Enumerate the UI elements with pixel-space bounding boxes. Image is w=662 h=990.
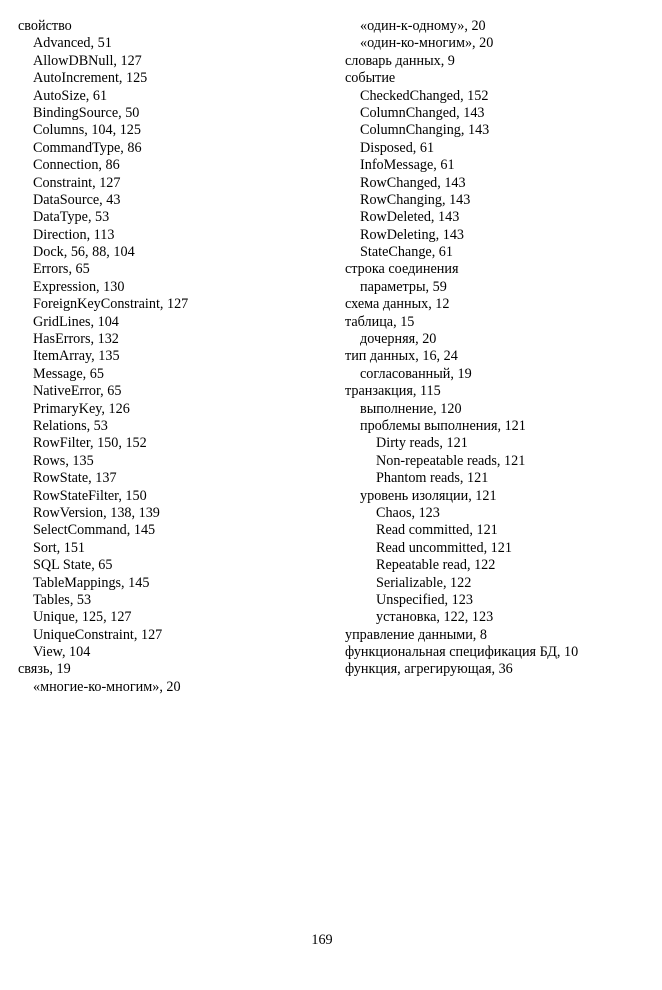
index-subentry: согласованный, 19 bbox=[360, 365, 472, 382]
index-subentry: Unique, 125, 127 bbox=[33, 609, 132, 626]
index-subentry: NativeError, 65 bbox=[33, 383, 122, 400]
index-subentry: ItemArray, 135 bbox=[33, 348, 120, 365]
index-subentry: Phantom reads, 121 bbox=[376, 470, 489, 487]
index-subentry: RowFilter, 150, 152 bbox=[33, 435, 147, 452]
index-entry: транзакция, 115 bbox=[345, 383, 441, 400]
index-subentry: Message, 65 bbox=[33, 365, 104, 382]
index-subentry: SelectCommand, 145 bbox=[33, 522, 156, 539]
index-entry: свойство bbox=[18, 18, 72, 34]
index-entry: словарь данных, 9 bbox=[345, 52, 455, 69]
index-subentry: View, 104 bbox=[33, 644, 91, 661]
index-subentry: дочерняя, 20 bbox=[360, 331, 437, 348]
index-subentry: Relations, 53 bbox=[33, 417, 108, 434]
index-subentry: установка, 122, 123 bbox=[376, 609, 494, 626]
index-subentry: Sort, 151 bbox=[33, 539, 86, 556]
index-subentry: RowStateFilter, 150 bbox=[33, 487, 147, 504]
index-subentry: AutoIncrement, 125 bbox=[33, 70, 148, 87]
index-subentry: Disposed, 61 bbox=[360, 139, 435, 156]
index-entry: управление данными, 8 bbox=[345, 626, 487, 643]
index-subentry: InfoMessage, 61 bbox=[360, 157, 455, 174]
index-subentry: RowState, 137 bbox=[33, 470, 117, 487]
index-entry: тип данных, 16, 24 bbox=[345, 348, 458, 365]
index-subentry: Tables, 53 bbox=[33, 591, 92, 608]
index-subentry: Advanced, 51 bbox=[33, 35, 112, 52]
index-subentry: Serializable, 122 bbox=[376, 574, 472, 591]
index-subentry: Rows, 135 bbox=[33, 452, 94, 469]
index-subentry: RowDeleting, 143 bbox=[360, 226, 465, 243]
index-entry: функция, агрегирующая, 36 bbox=[345, 661, 513, 678]
index-subentry: AutoSize, 61 bbox=[33, 87, 108, 104]
index-subentry: «многие-ко-многим», 20 bbox=[33, 678, 181, 695]
index-subentry: TableMappings, 145 bbox=[33, 574, 150, 591]
index-subentry: GridLines, 104 bbox=[33, 313, 119, 330]
index-subentry: Read uncommitted, 121 bbox=[376, 539, 512, 556]
index-subentry: Columns, 104, 125 bbox=[33, 122, 141, 139]
index-subentry: SQL State, 65 bbox=[33, 557, 113, 574]
index-subentry: UniqueConstraint, 127 bbox=[33, 626, 163, 643]
index-entry: событие bbox=[345, 70, 396, 87]
index-subentry: RowVersion, 138, 139 bbox=[33, 504, 160, 521]
index-subentry: RowChanged, 143 bbox=[360, 174, 466, 191]
index-subentry: Chaos, 123 bbox=[376, 504, 440, 521]
index-subentry: Errors, 65 bbox=[33, 261, 90, 278]
index-entry: связь, 19 bbox=[18, 661, 71, 678]
index-subentry: Unspecified, 123 bbox=[376, 591, 473, 608]
index-subentry: Repeatable read, 122 bbox=[376, 557, 496, 574]
index-subentry: Read committed, 121 bbox=[376, 522, 498, 539]
index-subentry: Connection, 86 bbox=[33, 157, 120, 174]
index-entry: таблица, 15 bbox=[345, 313, 415, 330]
index-subentry: Constraint, 127 bbox=[33, 174, 121, 191]
index-subentry: DataSource, 43 bbox=[33, 191, 121, 208]
index-subentry: RowDeleted, 143 bbox=[360, 209, 460, 226]
index-entry: функциональная спецификация БД, 10 bbox=[345, 644, 579, 661]
index-subentry: выполнение, 120 bbox=[360, 400, 462, 417]
index-subentry: «один-ко-многим», 20 bbox=[360, 35, 494, 52]
index-subentry: Non-repeatable reads, 121 bbox=[376, 452, 526, 469]
index-subentry: параметры, 59 bbox=[360, 278, 447, 295]
index-subentry: HasErrors, 132 bbox=[33, 331, 119, 348]
index-column-right bbox=[345, 18, 578, 679]
index-subentry: ColumnChanging, 143 bbox=[360, 122, 490, 139]
index-column-left bbox=[18, 18, 188, 696]
index-subentry: Expression, 130 bbox=[33, 278, 125, 295]
index-entry: строка соединения bbox=[345, 261, 459, 278]
index-subentry: ColumnChanged, 143 bbox=[360, 104, 485, 121]
index-subentry: уровень изоляции, 121 bbox=[360, 487, 497, 504]
index-subentry: CheckedChanged, 152 bbox=[360, 87, 489, 104]
index-subentry: PrimaryKey, 126 bbox=[33, 400, 130, 417]
index-subentry: BindingSource, 50 bbox=[33, 104, 140, 121]
index-subentry: «один-к-одному», 20 bbox=[360, 18, 486, 34]
index-entry: схема данных, 12 bbox=[345, 296, 450, 313]
index-subentry: StateChange, 61 bbox=[360, 244, 453, 261]
index-subentry: RowChanging, 143 bbox=[360, 191, 471, 208]
index-subentry: Direction, 113 bbox=[33, 226, 115, 243]
index-subentry: Dirty reads, 121 bbox=[376, 435, 468, 452]
page-number: 169 bbox=[311, 932, 333, 948]
index-subentry: Dock, 56, 88, 104 bbox=[33, 244, 135, 261]
index-subentry: проблемы выполнения, 121 bbox=[360, 417, 526, 434]
index-subentry: CommandType, 86 bbox=[33, 139, 142, 156]
index-subentry: AllowDBNull, 127 bbox=[33, 52, 142, 69]
index-subentry: DataType, 53 bbox=[33, 209, 110, 226]
index-subentry: ForeignKeyConstraint, 127 bbox=[33, 296, 189, 313]
